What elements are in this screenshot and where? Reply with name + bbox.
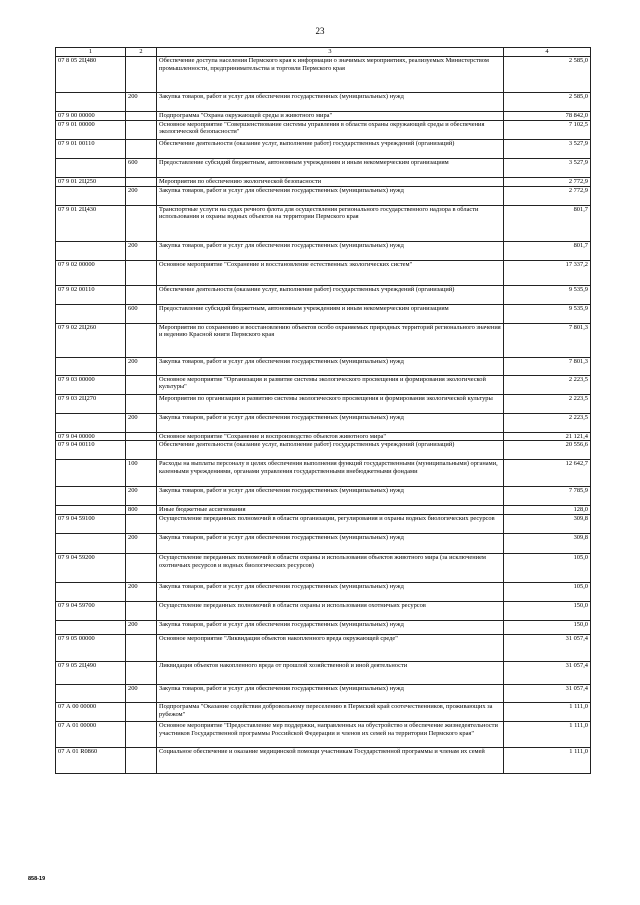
row-description-cell: Закупка товаров, работ и услуг для обеспечения государственных (муниципальных) нужд (157, 357, 504, 375)
row-amount-cell: 309,8 (504, 534, 591, 554)
row-type-cell: 200 (126, 186, 157, 205)
row-type-cell (126, 120, 157, 139)
row-code-cell (56, 304, 126, 323)
table-row (56, 554, 591, 583)
row-type-cell (126, 394, 157, 413)
table-row (56, 703, 591, 722)
row-code-cell: 07 9 04 59100 (56, 515, 126, 534)
row-amount-cell: 2 223,5 (504, 413, 591, 432)
table-row (56, 112, 591, 121)
row-code-cell: 07 9 01 00000 (56, 120, 126, 139)
row-description-cell: Основное мероприятие "Предоставление мер поддержки, направленных на обустройство и обеспечение жизнедеятельности участников Государственной программы Российской Федерации и членов их семей на территории Пермского края" (157, 722, 504, 748)
row-amount-cell: 17 337,2 (504, 260, 591, 285)
row-type-cell: 100 (126, 460, 157, 487)
row-description-cell: Обеспечение деятельности (оказание услуг, выполнение работ) государственных учреждений (организаций) (157, 441, 504, 460)
row-code-cell (56, 158, 126, 177)
row-type-cell (126, 748, 157, 774)
row-code-cell (56, 506, 126, 515)
header-col-3: 3 (157, 48, 504, 57)
row-type-cell (126, 205, 157, 241)
row-amount-cell: 20 556,6 (504, 441, 591, 460)
row-description-cell: Расходы на выплаты персоналу в целях обеспечения выполнения функций государственными (муниципальными) органами, казенными учреждениями, органами управления государственными внебюджетными фондами (157, 460, 504, 487)
table-row (56, 441, 591, 460)
row-description-cell: Обеспечение деятельности (оказание услуг, выполнение работ) государственных учреждений (организаций) (157, 139, 504, 158)
row-type-cell: 200 (126, 413, 157, 432)
row-code-cell: 07 9 04 59200 (56, 554, 126, 583)
row-code-cell: 07 9 01 00110 (56, 139, 126, 158)
row-description-cell: Закупка товаров, работ и услуг для обеспечения государственных (муниципальных) нужд (157, 93, 504, 112)
row-type-cell (126, 260, 157, 285)
row-description-cell: Основное мероприятие "Ликвидация объектов накопленного вреда окружающей среде" (157, 635, 504, 662)
row-code-cell (56, 534, 126, 554)
row-description-cell: Мероприятия по обеспечению экологической безопасности (157, 177, 504, 186)
row-type-cell (126, 285, 157, 304)
row-description-cell: Обеспечение деятельности (оказание услуг, выполнение работ) государственных учреждений (организаций) (157, 285, 504, 304)
row-description-cell: Ликвидация объектов накопленного вреда от прошлой хозяйственной и иной деятельности (157, 662, 504, 685)
row-description-cell: Иные бюджетные ассигнования (157, 506, 504, 515)
row-description-cell: Транспортные услуги на судах речного флота для осуществления регионального государственного надзора в области использования и охраны водных объектов на территории Пермского края (157, 205, 504, 241)
row-description-cell: Обеспечение доступа населения Пермского края к информации о значимых мероприятиях, реализуемых Министерством промышленности, предпринимательства и торговли Пермского края (157, 57, 504, 93)
row-type-cell: 200 (126, 241, 157, 260)
row-type-cell: 600 (126, 158, 157, 177)
table-row (56, 460, 591, 487)
row-description-cell: Основное мероприятие "Сохранение и восстановление естественных экологических систем" (157, 260, 504, 285)
row-amount-cell: 2 772,9 (504, 186, 591, 205)
row-type-cell: 200 (126, 621, 157, 635)
row-type-cell: 200 (126, 357, 157, 375)
table-row (56, 57, 591, 93)
row-type-cell (126, 662, 157, 685)
row-description-cell: Подпрограмма "Оказание содействия добровольному переселению в Пермский край соотечественников, проживающих за рубежом" (157, 703, 504, 722)
row-amount-cell: 1 111,0 (504, 748, 591, 774)
table-row (56, 357, 591, 375)
table-row (56, 323, 591, 357)
row-amount-cell: 1 111,0 (504, 722, 591, 748)
row-code-cell (56, 241, 126, 260)
row-amount-cell: 7 801,3 (504, 357, 591, 375)
row-type-cell: 200 (126, 93, 157, 112)
row-type-cell: 800 (126, 506, 157, 515)
table-row (56, 602, 591, 621)
row-description-cell: Основное мероприятие "Совершенствование системы управления в области охраны окружающей среды и обеспечения экологической безопасности" (157, 120, 504, 139)
table-row (56, 487, 591, 506)
row-amount-cell: 2 585,0 (504, 57, 591, 93)
row-amount-cell: 78 842,0 (504, 112, 591, 121)
row-code-cell: 07 9 02 2Ц260 (56, 323, 126, 357)
table-row (56, 394, 591, 413)
row-amount-cell: 150,0 (504, 602, 591, 621)
row-code-cell (56, 93, 126, 112)
row-type-cell (126, 432, 157, 441)
table-row (56, 662, 591, 685)
row-code-cell: 07 8 05 2Ц480 (56, 57, 126, 93)
row-description-cell: Закупка товаров, работ и услуг для обеспечения государственных (муниципальных) нужд (157, 685, 504, 703)
header-col-2: 2 (126, 48, 157, 57)
table-row (56, 722, 591, 748)
table-row (56, 241, 591, 260)
row-code-cell: 07 9 03 2Ц270 (56, 394, 126, 413)
row-description-cell: Основное мероприятие "Сохранение и воспроизводство объектов животного мира" (157, 432, 504, 441)
row-amount-cell: 3 527,9 (504, 139, 591, 158)
row-type-cell (126, 323, 157, 357)
table-row (56, 93, 591, 112)
row-code-cell (56, 413, 126, 432)
row-type-cell (126, 112, 157, 121)
row-type-cell: 200 (126, 534, 157, 554)
row-code-cell (56, 583, 126, 602)
row-amount-cell: 1 111,0 (504, 703, 591, 722)
table-row (56, 285, 591, 304)
table-row (56, 515, 591, 534)
table-row (56, 413, 591, 432)
header-col-4: 4 (504, 48, 591, 57)
row-amount-cell: 31 057,4 (504, 662, 591, 685)
row-amount-cell: 21 121,4 (504, 432, 591, 441)
footer-code: 858-19 (28, 876, 46, 882)
row-description-cell: Закупка товаров, работ и услуг для обеспечения государственных (муниципальных) нужд (157, 186, 504, 205)
row-type-cell (126, 57, 157, 93)
row-code-cell: 07 9 01 2Ц430 (56, 205, 126, 241)
row-type-cell (126, 177, 157, 186)
row-amount-cell: 7 785,9 (504, 487, 591, 506)
row-code-cell: 07 9 04 59700 (56, 602, 126, 621)
table-row (56, 635, 591, 662)
table-row (56, 534, 591, 554)
table-row (56, 177, 591, 186)
row-code-cell: 07 9 02 00110 (56, 285, 126, 304)
row-amount-cell: 9 535,9 (504, 304, 591, 323)
row-amount-cell: 801,7 (504, 241, 591, 260)
table-row (56, 205, 591, 241)
table-header-row (56, 48, 591, 57)
row-type-cell (126, 441, 157, 460)
table-row (56, 139, 591, 158)
row-amount-cell: 309,8 (504, 515, 591, 534)
row-type-cell (126, 554, 157, 583)
row-type-cell (126, 602, 157, 621)
row-code-cell: 07 А 01 R0860 (56, 748, 126, 774)
row-description-cell: Осуществление переданных полномочий в области охраны и использования объектов животного мира (за исключением охотничьих ресурсов и водных биологических ресурсов) (157, 554, 504, 583)
row-amount-cell: 128,0 (504, 506, 591, 515)
row-description-cell: Мероприятия по сохранению и восстановлению объектов особо охраняемых природных территорий регионального значения и ведению Красной книги Пермского края (157, 323, 504, 357)
row-description-cell: Закупка товаров, работ и услуг для обеспечения государственных (муниципальных) нужд (157, 413, 504, 432)
row-code-cell: 07 9 04 00110 (56, 441, 126, 460)
table-row (56, 621, 591, 635)
row-amount-cell: 2 772,9 (504, 177, 591, 186)
row-code-cell: 07 А 01 00000 (56, 722, 126, 748)
table-row (56, 186, 591, 205)
table-row (56, 506, 591, 515)
row-description-cell: Осуществление переданных полномочий в области охраны и использования охотничьих ресурсов (157, 602, 504, 621)
row-code-cell: 07 9 03 00000 (56, 375, 126, 394)
row-description-cell: Мероприятия по организации и развитию системы экологического просвещения и формирования экологической культуры (157, 394, 504, 413)
row-amount-cell: 9 535,9 (504, 285, 591, 304)
row-type-cell: 200 (126, 685, 157, 703)
row-type-cell (126, 515, 157, 534)
row-type-cell: 200 (126, 583, 157, 602)
budget-table (55, 47, 591, 774)
row-description-cell: Закупка товаров, работ и услуг для обеспечения государственных (муниципальных) нужд (157, 534, 504, 554)
row-code-cell: 07 9 01 2Ц250 (56, 177, 126, 186)
row-type-cell: 200 (126, 487, 157, 506)
row-amount-cell: 105,0 (504, 554, 591, 583)
row-type-cell (126, 139, 157, 158)
row-type-cell (126, 375, 157, 394)
row-code-cell: 07 9 05 00000 (56, 635, 126, 662)
table-row (56, 304, 591, 323)
table-row (56, 685, 591, 703)
row-code-cell: 07 9 04 00000 (56, 432, 126, 441)
header-col-1: 1 (56, 48, 126, 57)
row-code-cell: 07 9 05 2Ц490 (56, 662, 126, 685)
row-description-cell: Осуществление переданных полномочий в области организации, регулирования и охраны водных биологических ресурсов (157, 515, 504, 534)
row-code-cell (56, 685, 126, 703)
row-type-cell: 600 (126, 304, 157, 323)
row-code-cell: 07 9 02 00000 (56, 260, 126, 285)
row-code-cell (56, 186, 126, 205)
row-description-cell: Закупка товаров, работ и услуг для обеспечения государственных (муниципальных) нужд (157, 583, 504, 602)
row-amount-cell: 3 527,9 (504, 158, 591, 177)
row-code-cell: 07 А 00 00000 (56, 703, 126, 722)
row-code-cell (56, 357, 126, 375)
table-row (56, 375, 591, 394)
row-type-cell (126, 635, 157, 662)
row-amount-cell: 7 801,3 (504, 323, 591, 357)
row-description-cell: Предоставление субсидий бюджетным, автономным учреждениям и иным некоммерческим организациям (157, 158, 504, 177)
row-amount-cell: 2 585,0 (504, 93, 591, 112)
row-amount-cell: 801,7 (504, 205, 591, 241)
row-description-cell: Закупка товаров, работ и услуг для обеспечения государственных (муниципальных) нужд (157, 487, 504, 506)
table-row (56, 432, 591, 441)
table-row (56, 583, 591, 602)
row-amount-cell: 105,0 (504, 583, 591, 602)
table-row (56, 260, 591, 285)
table-row (56, 158, 591, 177)
row-type-cell (126, 722, 157, 748)
row-description-cell: Социальное обеспечение и оказание медицинской помощи участникам Государственной программы и членам их семей (157, 748, 504, 774)
row-description-cell: Закупка товаров, работ и услуг для обеспечения государственных (муниципальных) нужд (157, 621, 504, 635)
row-description-cell: Предоставление субсидий бюджетным, автономным учреждениям и иным некоммерческим организациям (157, 304, 504, 323)
row-amount-cell: 150,0 (504, 621, 591, 635)
page-number: 23 (315, 26, 325, 36)
row-amount-cell: 7 102,5 (504, 120, 591, 139)
row-code-cell (56, 487, 126, 506)
table-row (56, 120, 591, 139)
row-description-cell: Основное мероприятие "Организация и развитие системы экологического просвещения и формирования экологической культуры" (157, 375, 504, 394)
row-code-cell: 07 9 00 00000 (56, 112, 126, 121)
row-amount-cell: 31 057,4 (504, 685, 591, 703)
table-row (56, 748, 591, 774)
row-description-cell: Закупка товаров, работ и услуг для обеспечения государственных (муниципальных) нужд (157, 241, 504, 260)
row-description-cell: Подпрограмма "Охрана окружающей среды и животного мира" (157, 112, 504, 121)
row-code-cell (56, 621, 126, 635)
row-amount-cell: 2 223,5 (504, 375, 591, 394)
row-amount-cell: 2 223,5 (504, 394, 591, 413)
row-code-cell (56, 460, 126, 487)
row-type-cell (126, 703, 157, 722)
row-amount-cell: 12 642,7 (504, 460, 591, 487)
row-amount-cell: 31 057,4 (504, 635, 591, 662)
